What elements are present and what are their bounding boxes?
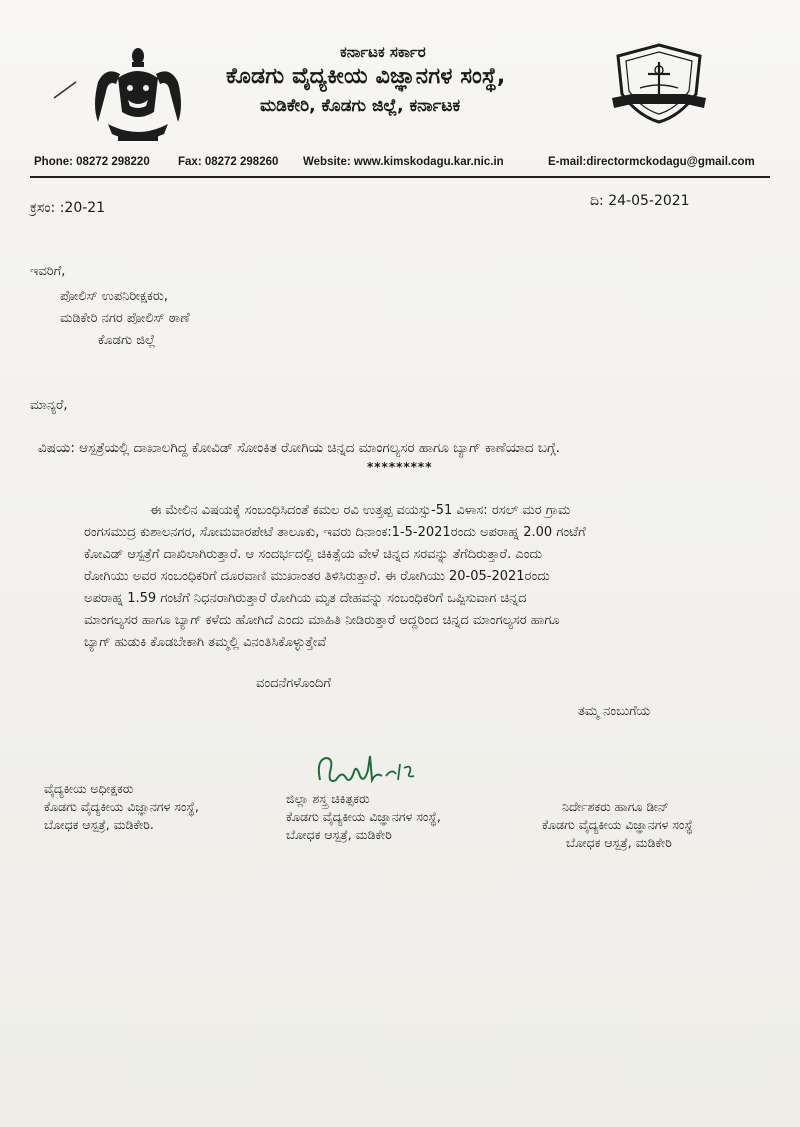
institute-seal-icon — [610, 42, 708, 126]
body-line: ಬ್ಯಾಗ್ ಹುಡುಕಿ ಕೊಡಬೇಕಾಗಿ ತಮ್ಮಲ್ಲಿ ವಿನಂತಿಸಿಕೊಳ್ಳುತ್ತೇವೆ — [84, 635, 327, 650]
signatory-left-title: ವೈದ್ಯಕೀಯ ಅಧೀಕ್ಷಕರು — [44, 781, 134, 796]
body-line: ಅಪರಾಹ್ನ 1.59 ಗಂಟೆಗೆ ನಿಧನರಾಗಿರುತ್ತಾರೆ ರೋಗಿಯ ಮೃತ ದೇಹವನ್ನು ಸಂಬಂಧಿಕರಿಗೆ ಒಪ್ಪಿಸುವಾಗ ಚಿನ್ನದ — [84, 591, 527, 606]
signatory-left-hospital: ಬೋಧಕ ಆಸ್ಪತ್ರೆ, ಮಡಿಕೇರಿ. — [44, 817, 154, 832]
greeting: ಮಾನ್ಯರೆ, — [30, 398, 68, 413]
pen-mark-icon — [52, 80, 78, 100]
signature-icon — [312, 750, 424, 790]
recipient-to: ಇವರಿಗೆ, — [30, 264, 66, 279]
signatory-center-title: ಜಿಲ್ಲಾ ಶಸ್ತ್ರ ಚಿಕಿತ್ಸಕರು — [286, 791, 370, 806]
signatory-center-hospital: ಬೋಧಕ ಆಸ್ಪತ್ರೆ, ಮಡಿಕೇರಿ — [286, 827, 392, 842]
phone-text: Phone: 08272 298220 — [34, 156, 150, 168]
subject-separator: ********* — [367, 460, 433, 474]
signatory-right-title: ನಿರ್ದೇಶಕರು ಹಾಗೂ ಡೀನ್ — [562, 799, 669, 814]
signatory-left — [44, 780, 199, 834]
institute-location: ಮಡಿಕೇರಿ, ಕೊಡಗು ಜಿಲ್ಲೆ, ಕರ್ನಾಟಕ — [260, 96, 461, 116]
subject-line: ವಿಷಯ: ಆಸ್ಪತ್ರೆಯಲ್ಲಿ ದಾಖಾಲಗಿದ್ದ ಕೋವಿಡ್ ಸೋಂಕಿತ ರೋಗಿಯ ಚಿನ್ನದ ಮಾಂಗಲ್ಯಸರ ಹಾಗೂ ಬ್ಯಾಗ್ ಕಾಣೆಯಾದ ಬಗ್ಗೆ. — [38, 440, 560, 456]
body-line: ಕೋವಿಡ್ ಆಸ್ಪತ್ರೆಗೆ ದಾಖಿಲಾಗಿರುತ್ತಾರೆ. ಆ ಸಂದರ್ಭದಲ್ಲಿ ಚಿಕಿತ್ಸೆಯ ವೇಳೆ ಚಿನ್ನದ ಸರವನ್ನು ತೆಗೆದಿರುತ್ತಾರೆ. ಎಂದು — [84, 547, 542, 562]
recipient-line-1: ಪೋಲಿಸ್ ಉಪನಿರೀಕ್ಷಕರು, — [60, 289, 169, 304]
institute-name: ಕೊಡಗು ವೈದ್ಯಕೀಯ ವಿಜ್ಞಾನಗಳ ಸಂಸ್ಥೆ, — [226, 64, 506, 89]
letter-date: ದಿ: 24-05-2021 — [590, 193, 690, 209]
signatory-right-institute: ಕೊಡಗು ವೈದ್ಯಕೀಯ ವಿಜ್ಞಾನಗಳ ಸಂಸ್ಥೆ — [542, 817, 693, 832]
signatory-center — [286, 790, 441, 844]
body-line: ಮಾಂಗಲ್ಯಸರ ಹಾಗೂ ಬ್ಯಾಗ್ ಕಳೆದು ಹೋಗಿದೆ ಎಂದು ಮಾಹಿತಿ ನೀಡಿರುತ್ತಾರೆ ಆದ್ದರಿಂದ ಚಿನ್ನದ ಮಾಂಗಲ್ಯಸರ ಹಾಗೂ — [84, 613, 560, 628]
body-line: ರಂಗಸಮುದ್ರ ಕುಶಾಲನಗರ, ಸೋಮವಾರಪೇಟೆ ತಾಲೂಕು, ಇವರು ದಿನಾಂಕ:1-5-2021ರಂದು ಅಪರಾಹ್ನ 2.00 ಗಂಟೆಗೆ — [84, 525, 586, 540]
recipient-line-3: ಕೊಡಗು ಜಿಲ್ಲೆ — [98, 333, 156, 348]
government-name: ಕರ್ನಾಟಕ ಸರ್ಕಾರ — [340, 43, 426, 61]
karnataka-emblem-icon — [88, 42, 188, 146]
signatory-left-institute: ಕೊಡಗು ವೈದ್ಯಕೀಯ ವಿಜ್ಞಾನಗಳ ಸಂಸ್ಥೆ, — [44, 799, 199, 814]
reference-number: ಕ್ರಸಂ: :20-21 — [30, 200, 106, 216]
signatory-right — [542, 798, 693, 852]
recipient-line-2: ಮಡಿಕೇರಿ ನಗರ ಪೋಲಿಸ್ ಠಾಣೆ — [60, 311, 190, 326]
fax-text: Fax: 08272 298260 — [178, 156, 279, 168]
closing-thanks: ವಂದನೆಗಳೊಂದಿಗೆ — [256, 676, 331, 691]
header-divider — [30, 176, 770, 178]
signatory-right-hospital: ಬೋಧಕ ಆಸ್ಪತ್ರೆ, ಮಡಿಕೇರಿ — [566, 835, 672, 850]
email-text: E-mail:directormckodagu@gmail.com — [548, 156, 755, 168]
signatory-center-institute: ಕೊಡಗು ವೈದ್ಯಕೀಯ ವಿಜ್ಞಾನಗಳ ಸಂಸ್ಥೆ, — [286, 809, 441, 824]
yours-faithfully: ತಮ್ಮ ನಂಬುಗೆಯ — [578, 704, 651, 719]
body-line: ರೋಗಿಯು ಅವರ ಸಂಬಂಧಿಕರಿಗೆ ದೂರವಾಣಿ ಮುಖಾಂತರ ತಿಳಿಸಿರುತ್ತಾರೆ. ಈ ರೋಗಿಯು 20-05-2021ರಂದು — [84, 569, 550, 584]
body-line: ಈ ಮೇಲಿನ ವಿಷಯಕ್ಕೆ ಸಂಬಂಧಿಸಿದಂತೆ ಕಮಲ ರವಿ ಉತ್ತಪ್ಪ ವಯಸ್ಸು-51 ವಿಳಾಸ: ರಸಲ್ ಮರ ಗ್ರಾಮ — [150, 503, 571, 518]
website-text: Website: www.kimskodagu.kar.nic.in — [303, 156, 504, 168]
